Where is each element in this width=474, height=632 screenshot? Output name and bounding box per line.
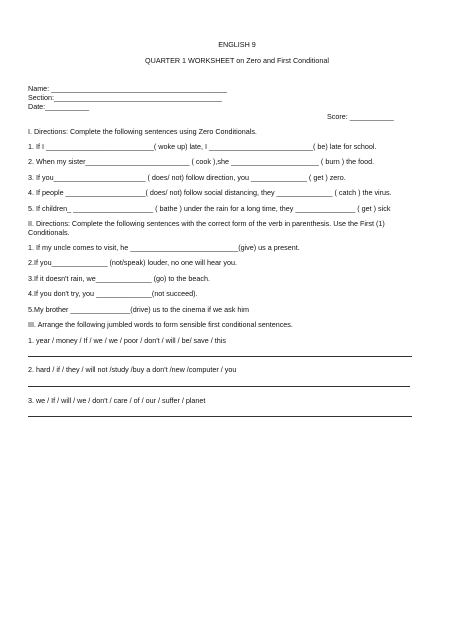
answer-line xyxy=(28,416,412,417)
part3-directions: III. Arrange the following jumbled words to form sensible first conditional sentences. xyxy=(28,320,293,329)
part1-item-1: 1. If I ___________________________( woke up) late, I __________________________( be) late for school. xyxy=(28,142,377,151)
part2-directions-line-1: II. Directions: Complete the following sentences with the correct form of the verb in parenthesis. Use the First (1) xyxy=(28,219,385,228)
part3-item-3: 3. we / If / will / we / don't / care / of / our / suffer / planet xyxy=(28,396,206,405)
answer-line xyxy=(28,386,410,387)
part2-item-1: 1. If my uncle comes to visit, he ___________________________(give) us a present. xyxy=(28,243,300,252)
part2-item-4: 4.If you don't try, you ______________(not succeed). xyxy=(28,289,198,298)
answer-line xyxy=(28,356,412,357)
name-field: Name: ____________________________________________ xyxy=(28,84,228,93)
part2-item-3: 3.If it doesn't rain, we______________ (go) to the beach. xyxy=(28,274,210,283)
section-field: Section:__________________________________________ xyxy=(28,93,222,102)
worksheet-title: QUARTER 1 WORKSHEET on Zero and First Conditional xyxy=(145,56,329,65)
subject-heading: ENGLISH 9 xyxy=(218,40,256,49)
part1-directions: I. Directions: Complete the following sentences using Zero Conditionals. xyxy=(28,127,257,136)
score-field: Score: ___________ xyxy=(327,112,394,121)
part1-item-5: 5. If children_ ____________________ ( bathe ) under the rain for a long time, they _______________ ( get ) sick xyxy=(28,204,391,213)
part1-item-3: 3. If you_______________________ ( does/ not) follow direction, you ______________ ( get ) zero. xyxy=(28,173,346,182)
part2-item-2: 2.If you______________ (not/speak) louder, no one will hear you. xyxy=(28,258,237,267)
part1-item-4: 4. If people ____________________( does/ not) follow social distancing, they ______________ ( catch ) the virus. xyxy=(28,188,392,197)
part2-item-5: 5.My brother _______________(drive) us to the cinema if we ask him xyxy=(28,305,249,314)
date-field: Date:___________ xyxy=(28,102,90,111)
part3-item-1: 1. year / money / If / we / we / poor / don't / will / be/ save / this xyxy=(28,336,226,345)
part1-item-2: 2. When my sister__________________________ ( cook ),she ______________________ ( burn ) the food. xyxy=(28,157,375,166)
part2-directions-line-2: Conditionals. xyxy=(28,228,70,237)
part3-item-2: 2. hard / if / they / will not /study /buy a don't /new /computer / you xyxy=(28,365,237,374)
